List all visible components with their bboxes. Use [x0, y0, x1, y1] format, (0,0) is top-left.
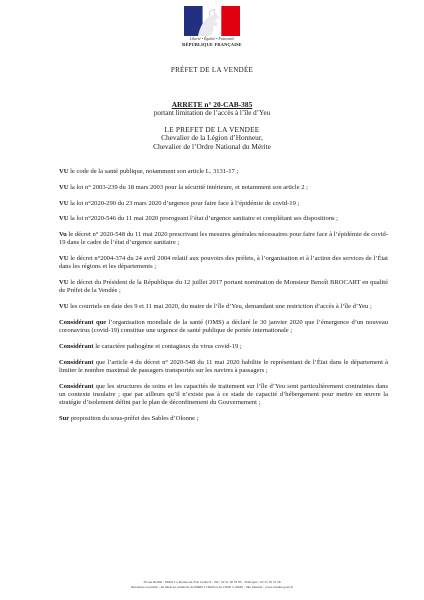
paragraph-lead: VU [59, 215, 69, 223]
paragraph-text: la loi n° 2003-239 du 18 mars 2003 pour la sécurité intérieure, et notamment son article 2 ; [68, 183, 308, 191]
visa-paragraph [59, 215, 388, 223]
paragraph-text: proposition du sous-préfet des Sables d’Olonne ; [69, 414, 199, 422]
page-footer [0, 580, 424, 589]
prefet-honor-2: Chevalier de l’Ordre National du Mérite [153, 141, 271, 151]
arrete-subject: portant limitation de l’accès à l’île d’Yeu [153, 109, 271, 118]
visa-paragraph [59, 303, 388, 311]
proposition-paragraph [59, 415, 388, 423]
paragraph-lead: Considérant [59, 382, 94, 390]
republique-francaise-text: RÉPUBLIQUE FRANÇAISE [182, 42, 242, 47]
visa-paragraph [59, 168, 388, 176]
paragraph-lead: Considérant [59, 342, 94, 350]
visa-paragraph [59, 255, 388, 271]
paragraph-text: la loi n°2020-290 du 23 mars 2020 d’urgence pour faire face à l’épidémie de covid-19 ; [68, 199, 300, 207]
visa-paragraph [59, 184, 388, 192]
prefet-name: LE PREFET DE LA VENDEE [164, 125, 260, 134]
paragraph-text: l’organisation mondiale de la santé (OMS) a déclaré le 30 janvier 2020 que l’émergence d’un nouveau coronavirus (covid-19) constitue une urgence de santé publique de portée internationale ; [59, 318, 389, 335]
paragraph-lead: VU [59, 255, 69, 263]
arrete-number: ARRETE n° 20-CAB-385 [171, 100, 253, 109]
paragraph-text: le décret n°2004-374 du 24 avril 2004 relatif aux pouvoirs des préfets, à l’organisation et à l’action des services de l’État dans les régions et les départements ; [59, 255, 388, 271]
marianne-emblem-icon [184, 6, 240, 36]
paragraph-text: le code de la santé publique, notamment son article L. 3131-17 ; [68, 168, 239, 175]
paragraph-lead: VU [59, 303, 69, 311]
paragraph-lead: Vu [59, 231, 67, 239]
paragraph-text: les courriels en date des 9 et 11 mai 2020, du maire de l’île d’Yeu, demandant une restriction d’accès à l’île d’Yeu ; [68, 303, 372, 311]
paragraph-lead: VU [59, 279, 69, 287]
document-body [59, 168, 388, 431]
footer-hours: Ouverture au public : du lundi au vendredi, de 09h00 à 12h00 et de 13h30 à 16h30 - Site Internet : www.vendee.gouv.fr [130, 584, 294, 589]
paragraph-lead: Considérant que [59, 318, 107, 326]
paragraph-text: le caractère pathogène et contagieux du virus covid-19 ; [93, 342, 242, 350]
paragraph-lead: VU [59, 168, 69, 175]
paragraph-lead: Sur [59, 414, 70, 422]
paragraph-lead: VU [59, 183, 69, 191]
paragraph-lead: VU [59, 199, 69, 207]
paragraph-lead: Considérant [59, 358, 94, 366]
paragraph-text: le décret du Président de la République du 12 juillet 2017 portant nomination de Monsieur Benoît BROCART en qualité de Préfet de la Vendée ; [59, 279, 388, 295]
devise-text: Liberté • Égalité • Fraternité [189, 37, 235, 41]
paragraph-text: que l’article 4 du décret n° 2020-548 du 11 mai 2020 habilite le représentant de l’État dans le département à limiter le nombre maximal de passagers transportés sur les navires à passagers ; [59, 358, 388, 374]
paragraph-text: que les structures de soins et les capacités de traitement sur l’île d’Yeu sont particulièrement contraintes dans un contexte insulaire ; que par ailleurs qu’il n’existe pas à ce stade de capacité d’hébergement pour mettre en œuvre la stratégie d’isolement défini par le plan de déconfinement du Gouvernement ; [59, 382, 388, 407]
visa-paragraph [59, 231, 388, 247]
considerant-paragraph [59, 343, 388, 351]
prefet-honor-1: Chevalier de la Légion d’Honneur, [161, 133, 263, 143]
visa-paragraph [59, 279, 388, 295]
footer-address: 29 rue Delille - 85922 La Roche-sur-Yon Cedex 9 - Tél : 02 51 36 70 85 - Télécopie : 02 51 05 51 36 [143, 580, 281, 584]
paragraph-text: la loi n°2020-546 du 11 mai 2020 prorogeant l’état d’urgence sanitaire et complétant ses dispositions ; [68, 215, 338, 223]
considerant-paragraph [59, 383, 388, 408]
paragraph-text: le décret n° 2020-548 du 11 mai 2020 prescrivant les mesures générales nécessaires pour faire face à l’épidémie de covid-19 dans le cadre de l’état d’urgence sanitaire ; [59, 231, 388, 247]
considerant-paragraph [59, 319, 388, 335]
prefet-titles [40, 126, 384, 151]
arrete-title-block [40, 101, 384, 118]
marianne-logo [180, 6, 244, 47]
considerant-paragraph [59, 359, 388, 375]
prefecture-heading: PRÉFET DE LA VENDÉE [170, 66, 254, 74]
visa-paragraph [59, 200, 388, 208]
